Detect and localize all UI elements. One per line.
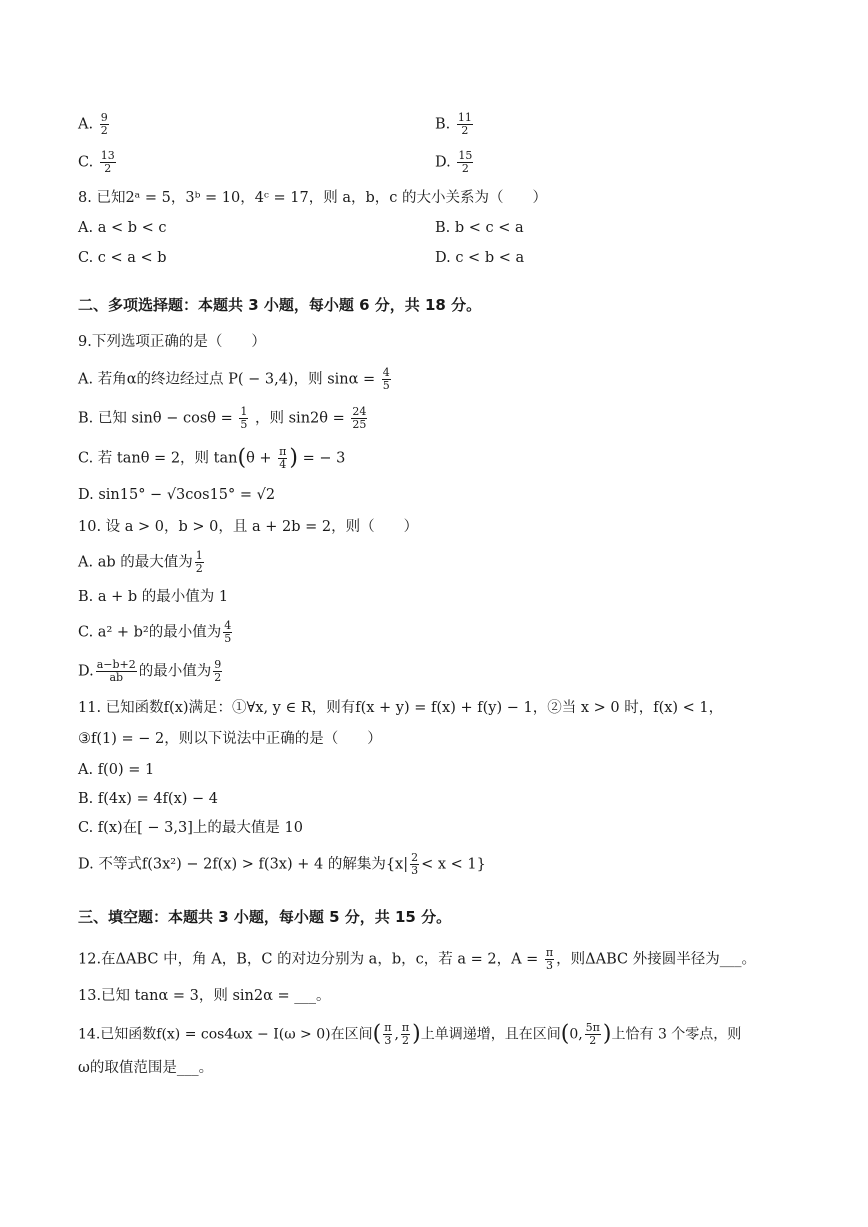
q7-option-b — [435, 112, 475, 137]
q10-option-d: D. $\frac{a-b+2}{ab}$ 的最小值为 $\frac{9}{2}$ — [78, 658, 222, 684]
q8-option-b: B. b < c < a — [435, 220, 524, 236]
q11-stem-line1: 11. 已知函数f(x)满足：①∀x, y ∈ R，则有f(x + y) = f(x) + f(y) − 1，②当 x > 0 时，f(x) < 1， — [78, 700, 724, 716]
q8-option-c: C. c < a < b — [78, 250, 167, 266]
right-paren: ) — [412, 1021, 421, 1047]
fraction: $\frac{1}{2}$ — [195, 549, 203, 575]
q7-option-d — [435, 150, 475, 175]
left-paren: ( — [372, 1021, 382, 1047]
q8-stem: 8. 已知2ᵃ = 5，3ᵇ = 10，4ᶜ = 17，则 a，b，c 的大小关系为（ ） — [78, 190, 548, 206]
fraction: $\frac{a-b+2}{ab}$ — [96, 658, 136, 684]
fraction: $\frac{13}{2}$ — [100, 149, 115, 175]
right-paren: ) — [289, 445, 298, 471]
q10-stem: 10. 设 a > 0，b > 0，且 a + 2b = 2，则（ ） — [78, 519, 419, 535]
left-paren: ( — [237, 445, 247, 471]
fraction: $\frac{11}{2}$ — [457, 111, 472, 137]
option-letter: A. — [78, 116, 94, 133]
fraction: $\frac{\pi}{3}$ — [545, 946, 554, 972]
q7-option-a — [78, 112, 111, 137]
fraction: $\frac{4}{5}$ — [382, 366, 390, 392]
q11-stem-line2: ③f(1) = − 2，则以下说法中正确的是（ ） — [78, 731, 382, 747]
fraction: $\frac{24}{25}$ — [352, 405, 367, 431]
q9-stem: 9.下列选项正确的是（ ） — [78, 334, 266, 350]
q10-option-c: C. a² + b²的最小值为 $\frac{4}{5}$ — [78, 619, 232, 645]
left-paren: ( — [560, 1021, 570, 1047]
q9-option-a: A. 若角α的终边经过点 P( − 3,4)，则 sinα = $\frac{4}{5}$ — [78, 366, 390, 392]
q8-option-d: D. c < b < a — [435, 250, 525, 266]
q11-option-a: A. f(0) = 1 — [78, 762, 155, 778]
q7-option-c — [78, 150, 118, 175]
q9-option-c: C. 若 tanθ = 2，则 tan(θ + $\frac{\pi}{4}$ ) = − 3 — [78, 445, 346, 471]
q12: 12.在ΔABC 中，角 A，B，C 的对边分别为 a，b，c，若 a = 2，A = $\frac{\pi}{3}$ ，则ΔABC 外接圆半径为___。 — [78, 946, 756, 972]
fraction: $\frac{9}{2}$ — [214, 658, 222, 684]
q10-option-b: B. a + b 的最小值为 1 — [78, 589, 229, 605]
section2-heading: 二、多项选择题：本题共 3 小题，每小题 6 分，共 18 分。 — [78, 296, 482, 314]
fraction: $\frac{\pi}{2}$ — [401, 1021, 410, 1047]
q14-line1: 14.已知函数f(x) = cos4ωx − I(ω > 0)在区间( $\frac{\pi}{3}$ , $\frac{\pi}{2}$ )上单调递增，且在区间(0, $\frac{5\pi}{2}$ )上恰有 3 个零点，则 — [78, 1021, 742, 1047]
option-letter: B. — [435, 116, 451, 133]
fraction: $\frac{4}{5}$ — [224, 619, 232, 645]
q11-option-d: D. 不等式f(3x²) − 2f(x) > f(3x) + 4 的解集为{x| $\frac{2}{3}$ < x < 1} — [78, 851, 486, 877]
option-letter: C. — [78, 154, 94, 171]
q9-option-b: B. 已知 sinθ − cosθ = $\frac{1}{5}$ ，则 sin2θ = $\frac{24}{25}$ — [78, 405, 367, 431]
fraction: $\frac{15}{2}$ — [458, 149, 473, 175]
q11-option-c: C. f(x)在[ − 3,3]上的最大值是 10 — [78, 820, 303, 836]
q10-option-a: A. ab 的最大值为 $\frac{1}{2}$ — [78, 549, 203, 575]
q8-option-a: A. a < b < c — [78, 220, 167, 236]
fraction: $\frac{2}{3}$ — [411, 851, 419, 877]
q14-line2: ω的取值范围是___。 — [78, 1060, 214, 1076]
q13: 13.已知 tanα = 3，则 sin2α = ___。 — [78, 988, 331, 1004]
fraction: $\frac{1}{5}$ — [240, 405, 248, 431]
q9-option-d: D. sin15° − √3cos15° = √2 — [78, 487, 276, 503]
fraction: $\frac{5\pi}{2}$ — [585, 1021, 600, 1047]
fraction: $\frac{\pi}{4}$ — [279, 445, 287, 471]
right-paren: ) — [602, 1021, 612, 1047]
q11-option-b: B. f(4x) = 4f(x) − 4 — [78, 791, 219, 807]
option-letter: D. — [435, 154, 451, 171]
section3-heading: 三、填空题：本题共 3 小题，每小题 5 分，共 15 分。 — [78, 908, 452, 926]
fraction: $\frac{9}{2}$ — [100, 111, 108, 137]
fraction: $\frac{\pi}{3}$ — [384, 1021, 392, 1047]
